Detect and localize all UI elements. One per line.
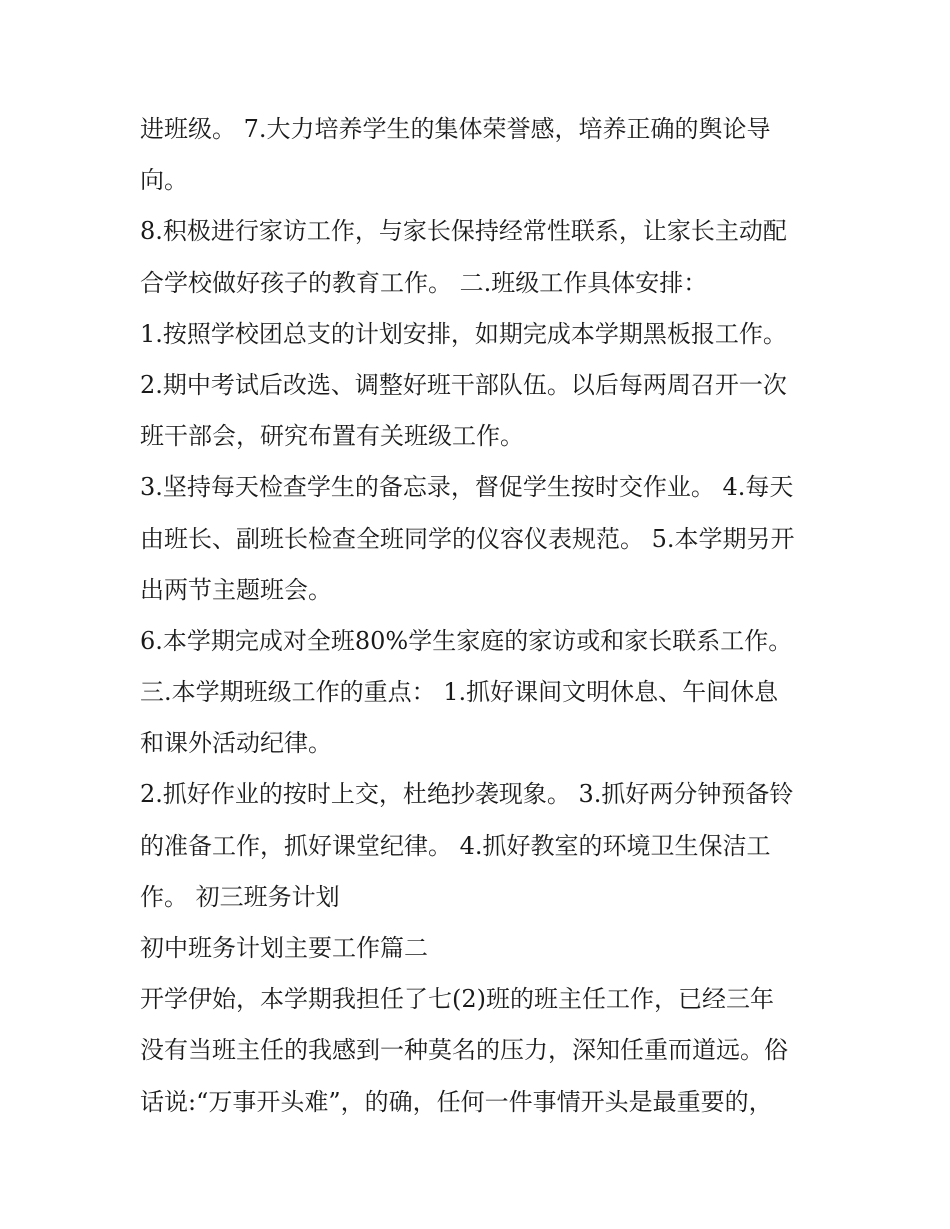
- text-line: 8.积极进行家访工作，与家长保持经常性联系，让家长主动配: [140, 217, 787, 246]
- text-line: 3.坚持每天检查学生的备忘录，督促学生按时交作业。 4.每天: [140, 473, 794, 502]
- text-line: 和课外活动纪律。: [140, 729, 332, 758]
- text-line: 开学伊始，本学期我担任了七(2)班的班主任工作，已经三年: [140, 985, 774, 1014]
- text-line: 三.本学期班级工作的重点： 1.抓好课间文明休息、午间休息: [140, 678, 779, 707]
- text-line: 1.按照学校团总支的计划安排，如期完成本学期黑板报工作。: [140, 319, 787, 348]
- text-line: 2.抓好作业的按时上交，杜绝抄袭现象。 3.抓好两分钟预备铃: [140, 780, 794, 809]
- text-line: 2.期中考试后改选、调整好班干部队伍。以后每两周召开一次: [140, 370, 787, 399]
- text-line: 由班长、副班长检查全班同学的仪容仪表规范。 5.本学期另开: [140, 524, 795, 553]
- text-line: 作。 初三班务计划: [140, 882, 340, 911]
- text-line: 没有当班主任的我感到一种莫名的压力，深知任重而道远。俗: [140, 1036, 788, 1065]
- text-line: 向。: [140, 166, 188, 195]
- text-line: 出两节主题班会。: [140, 575, 332, 604]
- text-line: 进班级。 7.大力培养学生的集体荣誉感，培养正确的舆论导: [140, 115, 771, 143]
- section-heading: 初中班务计划主要工作篇二: [140, 934, 428, 962]
- text-line: 合学校做好孩子的教育工作。 二.班级工作具体安排：: [140, 268, 708, 297]
- text-line: 的准备工作，抓好课堂纪律。 4.抓好教室的环境卫生保洁工: [140, 831, 771, 860]
- text-line: 班干部会，研究布置有关班级工作。: [140, 422, 524, 451]
- text-line: 话说:“万事开头难”，的确，任何一件事情开头是最重要的，: [140, 1087, 773, 1116]
- document-body: [140, 104, 840, 1128]
- text-line: 6.本学期完成对全班80%学生家庭的家访或和家长联系工作。: [140, 626, 793, 655]
